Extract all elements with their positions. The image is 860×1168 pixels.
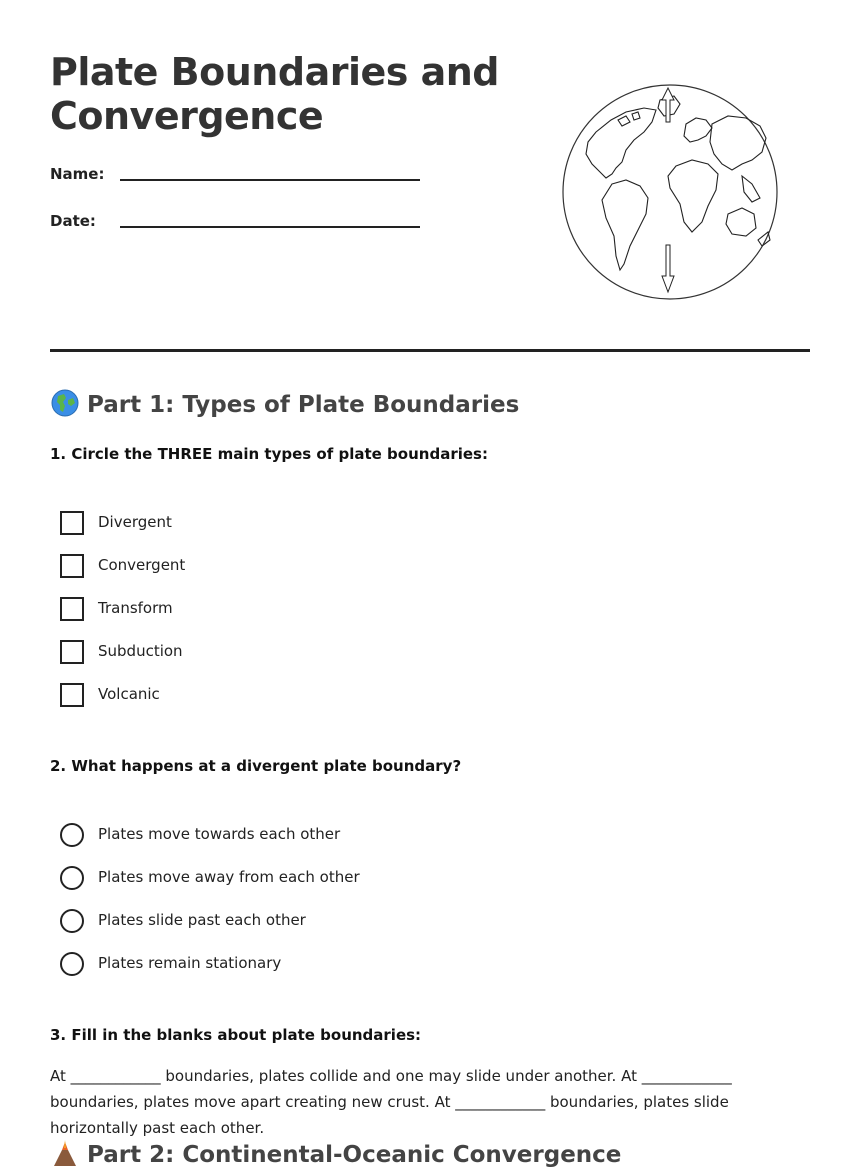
name-label: Name:: [50, 165, 105, 183]
part1-heading: [50, 388, 519, 418]
checkbox[interactable]: [60, 683, 84, 707]
option-label: Plates move towards each other: [98, 825, 341, 843]
option-label: Volcanic: [98, 685, 160, 703]
option-label: Subduction: [98, 642, 183, 660]
option-label: Divergent: [98, 513, 172, 531]
question-2: 2. What happens at a divergent plate boundary?: [50, 757, 462, 775]
radio-button[interactable]: [60, 909, 84, 933]
option-label: Plates move away from each other: [98, 868, 360, 886]
date-label: Date:: [50, 212, 96, 230]
globe-americas-icon: [50, 388, 80, 418]
checkbox[interactable]: [60, 597, 84, 621]
part1-heading-text: Part 1: Types of Plate Boundaries: [87, 392, 520, 418]
section-divider: [50, 349, 810, 352]
option-label: Plates slide past each other: [98, 911, 306, 929]
checkbox[interactable]: [60, 640, 84, 664]
option-label: Convergent: [98, 556, 186, 574]
part2-heading-text: Part 2: Continental-Oceanic Convergence: [87, 1142, 622, 1168]
radio-button[interactable]: [60, 823, 84, 847]
checkbox[interactable]: [60, 554, 84, 578]
name-line[interactable]: [120, 179, 420, 181]
date-field[interactable]: [50, 212, 420, 236]
question-3: 3. Fill in the blanks about plate boundaries:: [50, 1026, 422, 1044]
fill-in-blanks-text: At ____________ boundaries, plates collide and one may slide under another. At ____________ boundaries, plates move apart creating new crust. At ____________ boundaries, plates slide horizontally past each other.: [50, 1067, 732, 1137]
globe-illustration-icon: [556, 80, 784, 302]
name-field[interactable]: [50, 165, 420, 189]
date-line[interactable]: [120, 226, 420, 228]
question-1: 1. Circle the THREE main types of plate boundaries:: [50, 445, 488, 463]
radio-button[interactable]: [60, 952, 84, 976]
worksheet-title: Plate Boundaries and Convergence: [50, 50, 499, 138]
radio-button[interactable]: [60, 866, 84, 890]
option-label: Plates remain stationary: [98, 954, 282, 972]
part2-heading: [50, 1138, 621, 1168]
volcano-icon: [50, 1138, 80, 1168]
option-label: Transform: [98, 599, 173, 617]
checkbox[interactable]: [60, 511, 84, 535]
